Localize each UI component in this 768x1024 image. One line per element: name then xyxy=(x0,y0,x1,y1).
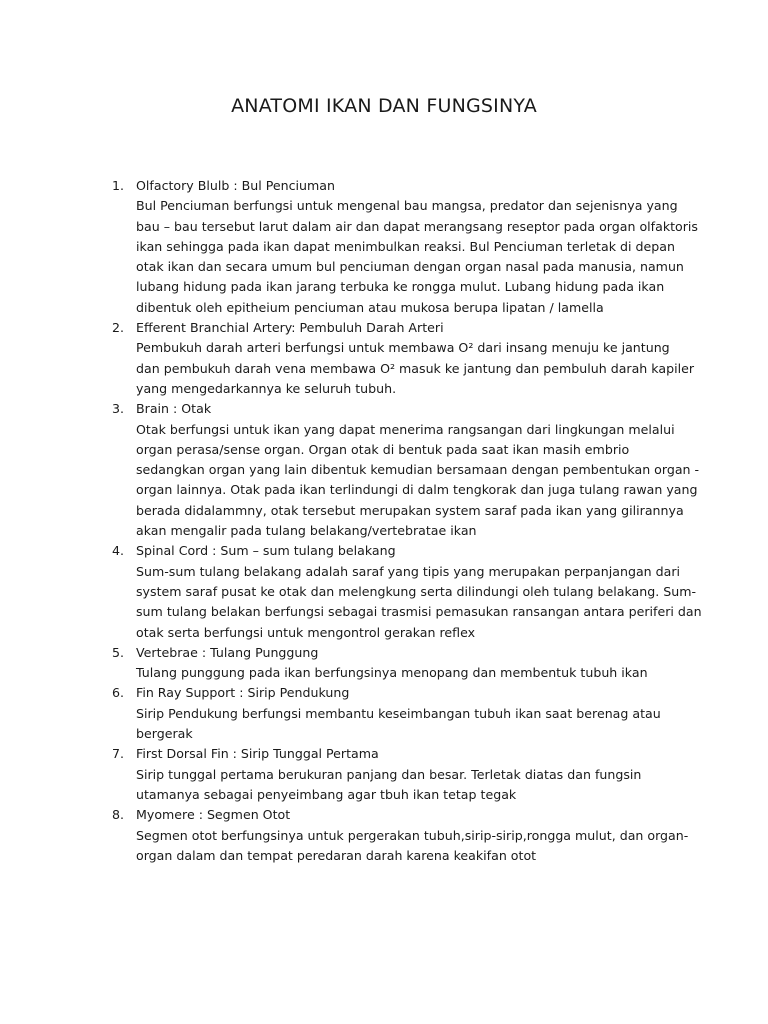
list-item xyxy=(112,176,698,318)
list-item-number: 8. xyxy=(112,807,125,823)
list-item-description-line: dan pembukuh darah vena membawa O² masuk ke jantung dan pembuluh darah kapiler xyxy=(136,360,694,376)
list-item-description-line: otak ikan dan secara umum bul penciuman dengan organ nasal pada manusia, namun xyxy=(136,259,684,275)
list-item-description-line: Sum-sum tulang belakang adalah saraf yang tipis yang merupakan perpanjangan dari xyxy=(136,563,681,579)
list-item-number: 7. xyxy=(112,746,125,762)
list-item-heading: Efferent Branchial Artery: Pembuluh Darah Arteri xyxy=(136,320,444,336)
list-item xyxy=(112,318,692,399)
list-item-number: 6. xyxy=(112,685,125,701)
list-item-description-line: Pembukuh darah arteri berfungsi untuk membawa O² dari insang menuju ke jantung xyxy=(136,340,670,356)
list-item-description-line: sedangkan organ yang lain dibentuk kemudian bersamaan dengan pembentukan organ - xyxy=(136,462,700,478)
list-item-description-line: Sirip tunggal pertama berukuran panjang dan besar. Terletak diatas dan fungsin xyxy=(136,766,642,782)
list-item xyxy=(112,805,692,866)
list-item-description-line: organ lainnya. Otak pada ikan terlindungi di dalm tengkorak dan juga tulang rawan yang xyxy=(136,482,698,498)
list-item xyxy=(112,399,700,541)
anatomy-list xyxy=(112,176,702,866)
list-item-number: 1. xyxy=(112,178,125,193)
document-title: ANATOMI IKAN DAN FUNGSINYA xyxy=(231,95,537,117)
list-item-description-line: otak serta berfungsi untuk mengontrol gerakan reflex xyxy=(136,624,476,640)
list-item-description-line: Segmen otot berfungsinya untuk pergerakan tubuh,sirip-sirip,rongga mulut, dan organ- xyxy=(136,827,689,843)
list-item-heading: Vertebrae : Tulang Punggung xyxy=(136,644,319,660)
list-item-number: 2. xyxy=(112,320,125,336)
list-item-number: 5. xyxy=(112,644,125,660)
list-item xyxy=(112,541,702,642)
list-item-description-line: system saraf pusat ke otak dan melengkung serta dilindungi oleh tulang belakang. Sum- xyxy=(136,583,697,599)
list-item-description-line: Bul Penciuman berfungsi untuk mengenal bau mangsa, predator dan sejenisnya yang xyxy=(136,198,678,214)
list-item xyxy=(112,643,692,684)
list-item-description-line: ikan sehingga pada ikan dapat menimbulkan reaksi. Bul Penciuman terletak di depan xyxy=(136,238,675,254)
list-item-description-line: lubang hidung pada ikan jarang terbuka ke rongga mulut. Lubang hidung pada ikan xyxy=(136,279,665,295)
list-item-heading: Spinal Cord : Sum – sum tulang belakang xyxy=(136,543,396,559)
list-item-heading: First Dorsal Fin : Sirip Tunggal Pertama xyxy=(136,746,379,762)
list-item-heading: Fin Ray Support : Sirip Pendukung xyxy=(136,685,350,701)
list-item-description-line: sum tulang belakan berfungsi sebagai trasmisi pemasukan ransangan antara periferi dan xyxy=(136,604,702,620)
list-item-description-line: Tulang punggung pada ikan berfungsinya menopang dan membentuk tubuh ikan xyxy=(136,665,648,681)
list-item-heading: Myomere : Segmen Otot xyxy=(136,807,291,823)
list-item-heading: Olfactory Blulb : Bul Penciuman xyxy=(136,178,335,193)
list-item xyxy=(112,683,692,744)
list-item-number: 4. xyxy=(112,543,125,559)
list-item-description-line: berada didalammny, otak tersebut merupakan system saraf pada ikan yang gilirannya xyxy=(136,502,684,518)
list-item-description-line: Otak berfungsi untuk ikan yang dapat menerima rangsangan dari lingkungan melalui xyxy=(136,421,675,437)
list-item-description-line: bergerak xyxy=(136,726,193,742)
list-item-heading: Brain : Otak xyxy=(136,401,212,417)
list-item-description-line: organ perasa/sense organ. Organ otak di bentuk pada saat ikan masih embrio xyxy=(136,441,630,457)
list-item-description-line: yang mengedarkannya ke seluruh tubuh. xyxy=(136,380,397,396)
list-item-description-line: utamanya sebagai penyeimbang agar tbuh ikan tetap tegak xyxy=(136,786,517,802)
list-item-number: 3. xyxy=(112,401,125,417)
list-item-description-line: akan mengalir pada tulang belakang/vertebratae ikan xyxy=(136,523,477,539)
list-item-description-line: dibentuk oleh epitheium penciuman atau mukosa berupa lipatan / lamella xyxy=(136,299,604,315)
list-item-description-line: bau – bau tersebut larut dalam air dan dapat merangsang reseptor pada organ olfaktoris xyxy=(136,218,698,234)
list-item-description-line: organ dalam dan tempat peredaran darah karena keakifan otot xyxy=(136,847,537,863)
list-item-description-line: Sirip Pendukung berfungsi membantu keseimbangan tubuh ikan saat berenag atau xyxy=(136,705,661,721)
list-item xyxy=(112,744,692,805)
